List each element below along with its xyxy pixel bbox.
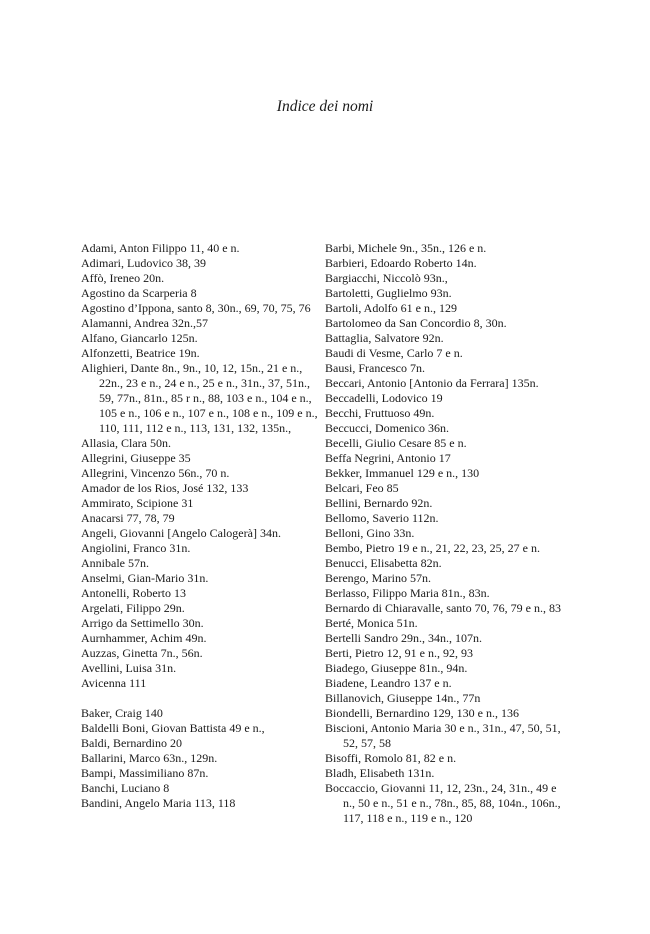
index-entry: Anacarsi 77, 78, 79 bbox=[81, 511, 175, 525]
index-entry: Allegrini, Vincenzo 56n., 70 n. bbox=[81, 466, 230, 480]
index-column-right bbox=[325, 241, 563, 826]
index-entry: Auzzas, Ginetta 7n., 56n. bbox=[81, 646, 203, 660]
index-entry: Berté, Monica 51n. bbox=[325, 616, 418, 630]
index-entry: Bekker, Immanuel 129 e n., 130 bbox=[325, 466, 480, 480]
index-entry: Banchi, Luciano 8 bbox=[81, 781, 170, 795]
index-entry: Angeli, Giovanni [Angelo Calogerà] 34n. bbox=[81, 526, 281, 540]
index-entry: Baudi di Vesme, Carlo 7 e n. bbox=[325, 346, 463, 360]
index-column-left bbox=[81, 241, 319, 811]
index-entry: Becchi, Fruttuoso 49n. bbox=[325, 406, 435, 420]
index-entry: Berengo, Marino 57n. bbox=[325, 571, 431, 585]
index-entry: Adimari, Ludovico 38, 39 bbox=[81, 256, 206, 270]
index-entry: Ballarini, Marco 63n., 129n. bbox=[81, 751, 218, 765]
index-entry: Bartoli, Adolfo 61 e n., 129 bbox=[325, 301, 457, 315]
index-entry: Allegrini, Giuseppe 35 bbox=[81, 451, 191, 465]
index-entry: Bargiacchi, Niccolò 93n., bbox=[325, 271, 448, 285]
index-entry: Beccadelli, Lodovico 19 bbox=[325, 391, 443, 405]
index-block-right bbox=[325, 241, 563, 826]
index-entry: Arrigo da Settimello 30n. bbox=[81, 616, 204, 630]
index-entry: Allasia, Clara 50n. bbox=[81, 436, 171, 450]
index-entry: Avellini, Luisa 31n. bbox=[81, 661, 177, 675]
index-entry: Bartoletti, Guglielmo 93n. bbox=[325, 286, 452, 300]
index-entry: Bisoffi, Romolo 81, 82 e n. bbox=[325, 751, 457, 765]
index-entry: Bembo, Pietro 19 e n., 21, 22, 23, 25, 27 e n. bbox=[325, 541, 540, 555]
index-entry: Beccucci, Domenico 36n. bbox=[325, 421, 449, 435]
index-entry: Beffa Negrini, Antonio 17 bbox=[325, 451, 451, 465]
index-entry: Avicenna 111 bbox=[81, 676, 147, 690]
index-entry: Biadego, Giuseppe 81n., 94n. bbox=[325, 661, 468, 675]
index-entry: Bladh, Elisabeth 131n. bbox=[325, 766, 435, 780]
index-entry: Bartolomeo da San Concordio 8, 30n. bbox=[325, 316, 507, 330]
page-title: Indice dei nomi bbox=[276, 98, 374, 115]
index-entry: Bausi, Francesco 7n. bbox=[325, 361, 425, 375]
index-entry: Billanovich, Giuseppe 14n., 77n bbox=[325, 691, 481, 705]
index-entry: Antonelli, Roberto 13 bbox=[81, 586, 186, 600]
index-entry: Amador de los Rios, José 132, 133 bbox=[81, 481, 249, 495]
index-entry: Becelli, Giulio Cesare 85 e n. bbox=[325, 436, 467, 450]
index-entry: Anselmi, Gian-Mario 31n. bbox=[81, 571, 209, 585]
letter-gap bbox=[81, 691, 319, 706]
index-entry: Baldelli Boni, Giovan Battista 49 e n., bbox=[81, 721, 265, 735]
index-entry: Bellini, Bernardo 92n. bbox=[325, 496, 433, 510]
index-entry: Battaglia, Salvatore 92n. bbox=[325, 331, 444, 345]
index-entry: Boccaccio, Giovanni 11, 12, 23n., 24, 31n., 49 e n., 50 e n., 51 e n., 78n., 85, 88, 104n., 106n., 117, 118 e n., 119 e n., 120 bbox=[325, 781, 561, 825]
index-entry: Bertelli Sandro 29n., 34n., 107n. bbox=[325, 631, 482, 645]
index-entry: Bandini, Angelo Maria 113, 118 bbox=[81, 796, 236, 810]
index-entry: Baldi, Bernardino 20 bbox=[81, 736, 182, 750]
index-entry: Agostino da Scarperia 8 bbox=[81, 286, 197, 300]
index-entry: Alamanni, Andrea 32n.,57 bbox=[81, 316, 208, 330]
index-entry: Berlasso, Filippo Maria 81n., 83n. bbox=[325, 586, 490, 600]
index-entry: Affò, Ireneo 20n. bbox=[81, 271, 165, 285]
index-block-b bbox=[81, 706, 319, 811]
index-entry: Bampi, Massimiliano 87n. bbox=[81, 766, 209, 780]
index-entry: Biscioni, Antonio Maria 30 e n., 31n., 47, 50, 51, 52, 57, 58 bbox=[325, 721, 561, 750]
index-entry: Barbi, Michele 9n., 35n., 126 e n. bbox=[325, 241, 487, 255]
index-entry: Berti, Pietro 12, 91 e n., 92, 93 bbox=[325, 646, 473, 660]
index-entry: Bernardo di Chiaravalle, santo 70, 76, 79 e n., 83 bbox=[325, 601, 561, 615]
index-entry: Alighieri, Dante 8n., 9n., 10, 12, 15n., 21 e n., 22n., 23 e n., 24 e n., 25 e n., 31n., 37, 51n., 59, 77n., 81n., 85 r n., 88, 103 e n., 104 e n., 105 e n., 106 e n., 107 e n., 108 e n., 109 e n., 110, 111, 112 e n., 113, 131, 132, 135n., bbox=[81, 361, 318, 435]
index-entry: Agostino d’Ippona, santo 8, 30n., 69, 70, 75, 76 bbox=[81, 301, 311, 315]
index-entry: Bellomo, Saverio 112n. bbox=[325, 511, 439, 525]
index-entry: Barbieri, Edoardo Roberto 14n. bbox=[325, 256, 477, 270]
index-entry: Benucci, Elisabetta 82n. bbox=[325, 556, 442, 570]
index-entry: Baker, Craig 140 bbox=[81, 706, 163, 720]
index-entry: Adami, Anton Filippo 11, 40 e n. bbox=[81, 241, 240, 255]
index-entry: Beccari, Antonio [Antonio da Ferrara] 135n. bbox=[325, 376, 539, 390]
index-entry: Alfano, Giancarlo 125n. bbox=[81, 331, 198, 345]
index-block-a bbox=[81, 241, 319, 691]
index-entry: Biondelli, Bernardino 129, 130 e n., 136 bbox=[325, 706, 519, 720]
index-entry: Belloni, Gino 33n. bbox=[325, 526, 415, 540]
index-entry: Angiolini, Franco 31n. bbox=[81, 541, 191, 555]
index-entry: Argelati, Filippo 29n. bbox=[81, 601, 185, 615]
index-entry: Ammirato, Scipione 31 bbox=[81, 496, 194, 510]
index-entry: Belcari, Feo 85 bbox=[325, 481, 399, 495]
index-entry: Alfonzetti, Beatrice 19n. bbox=[81, 346, 200, 360]
index-entry: Biadene, Leandro 137 e n. bbox=[325, 676, 452, 690]
index-entry: Annibale 57n. bbox=[81, 556, 149, 570]
index-entry: Aurnhammer, Achim 49n. bbox=[81, 631, 207, 645]
